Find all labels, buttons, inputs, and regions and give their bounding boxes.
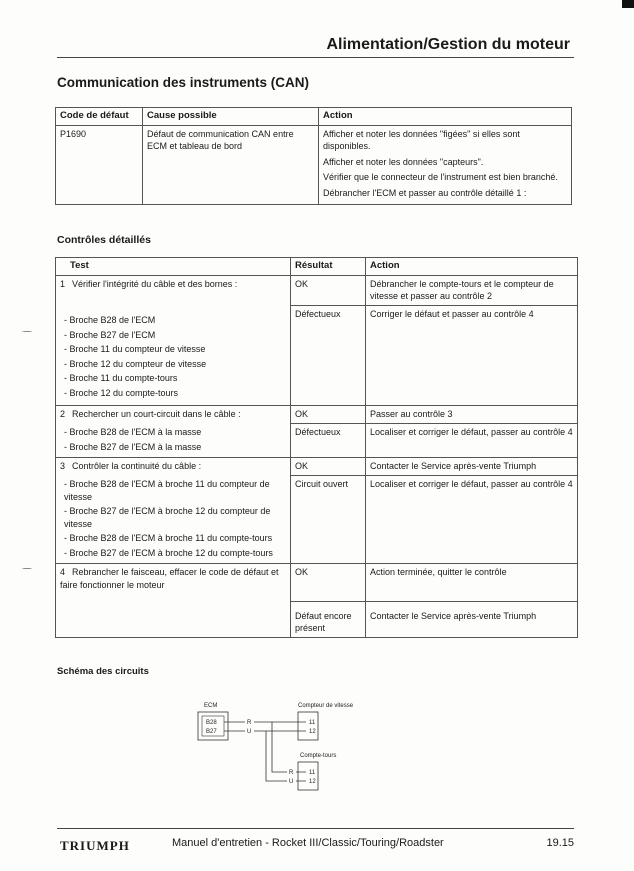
header-test: Test [56,258,291,276]
check-row [56,601,578,637]
step-number: 3 [60,461,66,471]
wire-label-r-tacho: R [289,770,294,776]
check-result: Défectueux [291,423,366,458]
check-row [56,475,578,564]
wire-label-r: R [247,720,252,726]
header-cause: Cause possible [143,108,319,126]
header-action: Action [319,108,572,126]
check-action: Localiser et corriger le défaut, passer au contrôle 4 [366,423,578,458]
header-result: Résultat [291,258,366,276]
header-rule [57,57,574,58]
check-items [56,305,291,406]
check-items [56,423,291,458]
check-result: OK [291,564,366,602]
header-check-action: Action [366,258,578,276]
margin-mark [22,330,32,332]
fault-table-row [56,125,572,205]
check-test [56,458,291,476]
check-item: - Broche B28 de l'ECM à broche 11 du compteur de vitesse [64,479,270,502]
corner-mark [622,0,634,8]
speedo-pin-12: 12 [309,729,316,735]
ecm-pin-b27: B27 [206,729,217,735]
check-row [56,406,578,424]
tacho-connector [298,762,318,790]
fault-code-table [55,107,572,205]
speedo-label: Compteur de vitesse [298,703,354,709]
check-action: Débrancher le compte-tours et le compteur de vitesse et passer au contrôle 2 [366,275,578,305]
page-number: 19.15 [546,837,574,849]
check-result: Défaut encore présent [291,601,366,637]
fault-action-3: Vérifier que le connecteur de l'instrument est bien branché. [323,172,558,182]
check-action: Passer au contrôle 3 [366,406,578,424]
step-test-text: Vérifier l'intégrité du câble et des bornes : [72,278,238,289]
speedo-pin-11: 11 [309,720,316,726]
check-action: Corriger le défaut et passer au contrôle 4 [366,305,578,406]
tacho-label: Compte-tours [300,753,337,759]
check-test [56,275,291,305]
margin-mark [22,567,32,569]
checks-header-row [56,258,578,276]
fault-cause: Défaut de communication CAN entre ECM et tableau de bord [143,125,319,205]
ecm-label: ECM [204,703,218,709]
check-row [56,458,578,476]
check-result: OK [291,406,366,424]
check-action: Contacter le Service après-vente Triumph [366,601,578,637]
fault-table-header-row [56,108,572,126]
fault-actions [319,125,572,205]
manual-title: Manuel d'entretien - Rocket III/Classic/Touring/Roadster [172,837,444,849]
check-item: - Broche B27 de l'ECM à broche 12 du compteur de vitesse [64,506,271,529]
check-item: - Broche B28 de l'ECM à la masse [64,427,202,437]
step-number: 2 [60,409,66,419]
chapter-title: Alimentation/Gestion du moteur [326,36,570,53]
footer-rule [57,828,574,829]
tacho-pin-11: 11 [309,770,316,776]
check-row [56,423,578,458]
wiring [224,722,306,781]
check-item: - Broche 12 du compteur de vitesse [64,358,207,369]
check-item: - Broche 11 du compte-tours [64,373,178,383]
detailed-checks-title: Contrôles détaillés [57,234,151,246]
check-item: - Broche 12 du compte-tours [64,387,179,398]
triumph-logo: TRIUMPH [60,838,130,853]
step-test-text: Contrôler la continuité du câble : [72,461,202,471]
fault-action-4: Débrancher l'ECM et passer au contrôle détaillé 1 : [323,187,527,198]
check-items [56,601,291,637]
ecm-pin-b28: B28 [206,720,217,726]
check-item: - Broche B27 de l'ECM à broche 12 du compte-tours [64,547,273,558]
check-item: - Broche 11 du compteur de vitesse [64,344,206,354]
check-action: Contacter le Service après-vente Triumph [366,458,578,476]
fault-action-2: Afficher et noter les données "capteurs". [323,156,484,167]
tacho-pin-12: 12 [309,779,316,785]
wire-r-tacho [272,722,306,772]
check-item: - Broche B27 de l'ECM [64,329,156,340]
check-action: Localiser et corriger le défaut, passer au contrôle 4 [366,475,578,564]
speedo-connector [298,712,318,740]
check-item: - Broche B28 de l'ECM [64,315,156,325]
step-test-text: Rechercher un court-circuit dans le câble : [72,409,241,419]
check-row [56,275,578,305]
check-result: Circuit ouvert [291,475,366,564]
wire-label-u: U [247,729,252,735]
check-result: OK [291,275,366,305]
check-test [56,406,291,424]
check-item: - Broche B27 de l'ECM à la masse [64,441,202,452]
check-items [56,475,291,564]
circuit-diagram-title: Schéma des circuits [57,666,149,677]
detailed-checks-table [55,257,578,638]
circuit-diagram [190,695,390,805]
fault-code: P1690 [56,125,143,205]
check-action: Action terminée, quitter le contrôle [366,564,578,602]
step-number: 4 [60,567,66,577]
check-result: OK [291,458,366,476]
check-test [56,564,291,602]
wire-label-u-tacho: U [289,779,294,785]
page-title: Communication des instruments (CAN) [57,75,310,90]
check-row [56,305,578,406]
header-code: Code de défaut [56,108,143,126]
check-result: Défectueux [291,305,366,406]
step-test-text: Rebrancher le faisceau, effacer le code de défaut et faire fonctionner le moteur [60,567,279,590]
fault-action-1: Afficher et noter les données "figées" si elles sont disponibles. [323,128,520,151]
check-item: - Broche B28 de l'ECM à broche 11 du compte-tours [64,533,273,543]
check-row [56,564,578,602]
step-number: 1 [60,278,66,289]
